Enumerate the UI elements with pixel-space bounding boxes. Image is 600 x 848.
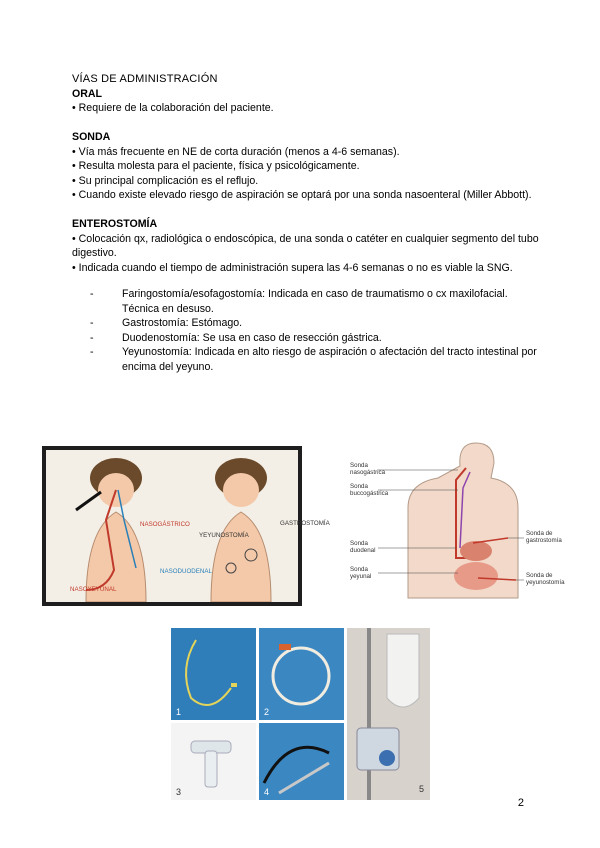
cartoon-figure bbox=[42, 446, 330, 606]
label-sonda-buccogastrica: Sonda buccogástrica bbox=[350, 483, 389, 497]
label-gastrostomia: GASTROSTOMÍA bbox=[280, 520, 330, 527]
enterostomia-item: • Indicada cuando el tiempo de administración supera las 4-6 semanas o no es viable la SNG. bbox=[72, 261, 513, 274]
label-sonda-gastrostomia: Sonda de gastrostomía bbox=[526, 530, 562, 544]
enterostomy-types-list bbox=[72, 287, 542, 374]
photo-number: 1 bbox=[176, 707, 182, 717]
label-sonda-nasogastrica: Sonda nasogástrica bbox=[350, 462, 386, 476]
oral-title: ORAL bbox=[72, 87, 103, 100]
photo-number: 3 bbox=[176, 787, 182, 797]
photo-3 bbox=[171, 723, 256, 800]
sonda-item: • Resulta molesta para el paciente, física y psicológicamente. bbox=[72, 160, 360, 172]
label-sonda-yeyunal: Sonda yeyunal bbox=[350, 566, 372, 580]
label-nasoyeyunal: NASOYEYUNAL bbox=[70, 586, 117, 593]
label-nasogastrico: NASOGÁSTRICO bbox=[140, 521, 190, 528]
sonda-item: • Vía más frecuente en NE de corta duración (menos a 4-6 semanas). bbox=[72, 145, 400, 158]
photo-2 bbox=[259, 628, 344, 720]
page-heading: VÍAS DE ADMINISTRACIÓN bbox=[72, 73, 218, 85]
label-nasoduodenal: NASODUODENAL bbox=[160, 568, 212, 575]
list-item: - Yeyunostomía: Indicada en alto riesgo de aspiración o afectación del tracto intestinal por encima del yeyuno. bbox=[90, 345, 542, 374]
label-sonda-yeyunostomia: Sonda de yeyunostomía bbox=[526, 572, 565, 586]
oral-item: • Requiere de la colaboración del paciente. bbox=[72, 102, 274, 114]
sonda-item: • Su principal complicación es el reflujo. bbox=[72, 174, 259, 187]
list-item: - Duodenostomía: Se usa en caso de resección gástrica. bbox=[90, 331, 542, 346]
sonda-title: SONDA bbox=[72, 131, 111, 143]
enterostomia-title: ENTEROSTOMÍA bbox=[72, 218, 158, 230]
label-yeyunostomia: YEYUNOSTOMÍA bbox=[199, 532, 249, 539]
label-sonda-duodenal: Sonda duodenal bbox=[350, 540, 376, 554]
page-number: 2 bbox=[517, 797, 524, 809]
anatomy-figure bbox=[348, 438, 592, 600]
enterostomia-item: • Colocación qx, radiológica o endoscópica, de una sonda o catéter en cualquier segmento del tubo digestivo. bbox=[72, 232, 539, 259]
photo-number: 2 bbox=[264, 707, 270, 717]
photo-number: 5 bbox=[418, 784, 424, 794]
photo-4 bbox=[259, 723, 344, 800]
photo-number: 4 bbox=[264, 787, 270, 797]
photo-1 bbox=[171, 628, 256, 720]
list-item: - Gastrostomía: Estómago. bbox=[90, 316, 542, 331]
sonda-item: • Cuando existe elevado riesgo de aspiración se optará por una sonda nasoenteral (Miller Abbott). bbox=[72, 189, 532, 201]
main-text bbox=[72, 72, 542, 374]
photo-5 bbox=[347, 628, 430, 800]
list-item: - Faringostomía/esofagostomía: Indicada en caso de traumatismo o cx maxilofacial. Técnica en desuso. bbox=[90, 287, 542, 316]
